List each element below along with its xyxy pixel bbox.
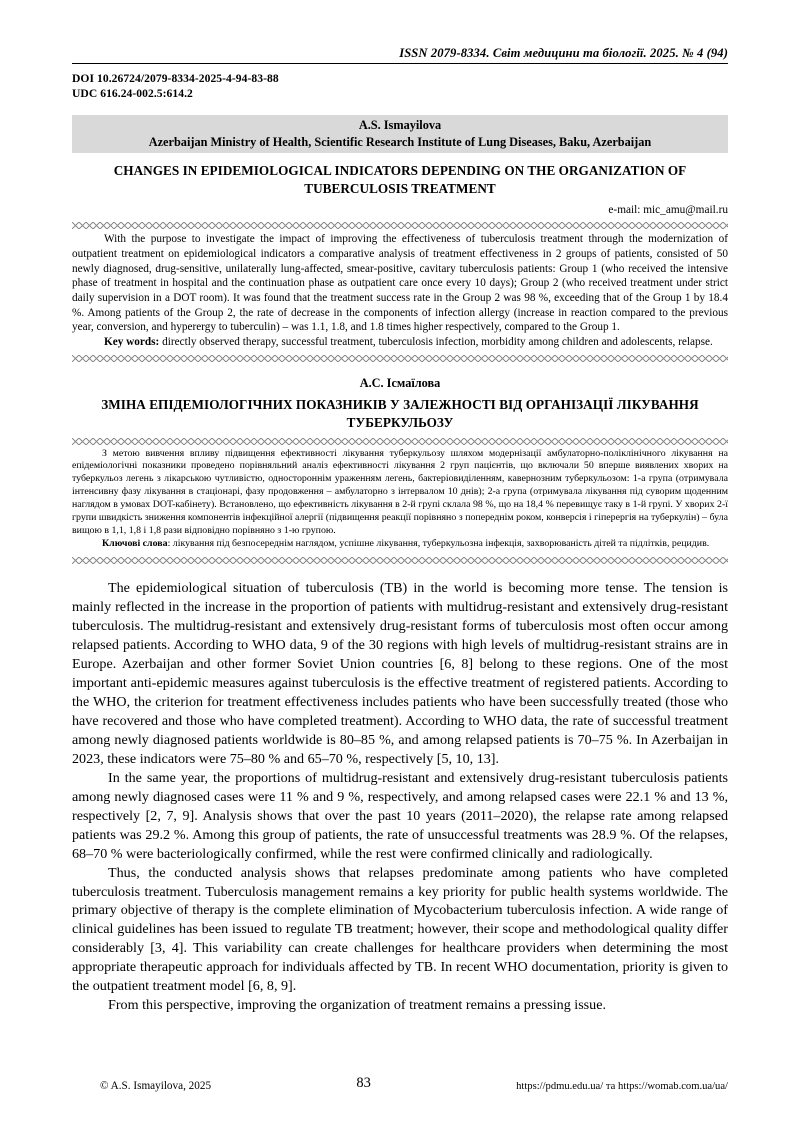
author-affiliation-block: [72, 115, 728, 153]
abstract-en: [72, 232, 728, 349]
abstract-ua-text: З метою вивчення впливу підвищення ефективності лікування туберкульозу шляхом модернізації амбулаторно-поліклінічного лікування на епідеміологічні показники проведено порівняльний аналіз ефективності лікування 2 груп пацієнтів, що включали 50 вперше виявлених хворих на туберкульоз легень з лікарською чутливістю, одностороннім ураженням легень, бактеріовиділенням, кавернозним туберкульозом: 1-а група (отримувала інтенсивну фазу лікування в стаціонарі, фазу продовження – амбулаторно з інтервалом 10 днів); 2-а група (отримувала лікування під суворим щоденним наглядом в умовах DOT-кабінету). Встановлено, що ефективність лікування в 2-й групі склала 98 %, що на 18,4 % перевищує таку в 1-й групі. У хворих 2-ї групи швидкість зниження компонентів інфекційної алергії (підвищення реакції порівняно з попереднім роком, конверсія і гіперергія на туберкулін) – була вищою в 1,1, 1,8 і 1,8 рази відповідно порівняно з 1-ю групою.: [72, 447, 728, 537]
abstract-ua: [72, 448, 728, 552]
copyright-notice: © A.S. Ismayilova, 2025: [100, 1080, 212, 1092]
keywords-text-en: directly observed therapy, successful treatment, tuberculosis infection, morbidity among children and adolescents, relapse.: [159, 335, 713, 348]
zigzag-separator-top: [72, 222, 728, 229]
body-paragraph: From this perspective, improving the organization of treatment remains a pressing issue.: [108, 997, 606, 1014]
body-paragraph: The epidemiological situation of tuberculosis (TB) in the world is becoming more tense. The tension is mainly reflected in the increase in the proportion of patients with multidrug-resistant and extensively drug-resistant tuberculosis. The multidrug-resistant and extensively drug-resistant forms of tuberculosis most often occur among relapsed patients. According to WHO data, 9 of the 30 regions with high levels of multidrug-resistant strains are in Europe. Azerbaijan and other former Soviet Union countries [6, 8] belong to these regions. One of the most important anti-epidemic measures against tuberculosis is the effective treatment of registered patients. According to the WHO, the criterion for treatment effectiveness includes patients who have been successfully treated (those who have recovered and those who have completed treatment). According to WHO data, the rate of successful treatment among newly diagnosed patients worldwide is 80–85 %, and among relapsed patients is 70–75 %. In Azerbaijan in 2023, these indicators were 75–80 % and 65–70 %, respectively [5, 10, 13].: [72, 580, 728, 767]
zigzag-separator-after-en-abstract: [72, 355, 728, 362]
zigzag-separator-before-ua-abstract: [72, 438, 728, 445]
article-title-en: CHANGES IN EPIDEMIOLOGICAL INDICATORS DEPENDING ON THE ORGANIZATION OF TUBERCULOSIS TREATMENT: [113, 163, 687, 196]
body-paragraph: Thus, the conducted analysis shows that relapses predominate among patients who have completed tuberculosis treatment. Tuberculosis management remains a key priority for public health systems worldwide. The primary objective of therapy is the complete elimination of Mycobacterium tuberculosis infection. A wide range of clinical guidelines has been issued to regulate TB treatment; however, their scope and methodological quality differ considerably [3, 4]. This variability can create challenges for healthcare providers when determining the most appropriate therapeutic approach for individuals affected by TB. In recent WHO documentation, priority is given to the outpatient treatment model [6, 8, 9].: [72, 864, 728, 995]
abstract-en-text: With the purpose to investigate the impact of improving the effectiveness of tuberculosis treatment through the modernization of outpatient treatment on epidemiological indicators a comparative analysis of treatment effectiveness in 2 groups of patients, consisted of 50 newly diagnosed, drug-sensitive, unilaterally lung-affected, smear-positive, cavitary tuberculosis patients: Group 1 (who received the intensive phase of treatment in hospital and the continuation phase as outpatient care once every 10 days); Group 2 (who received treatment under strict daily supervision in a DOT room). It was found that the treatment success rate in the Group 2 was 98 %, exceeding that of the Group 1 by 18.4 %. Among patients of the Group 2, the rate of decrease in the components of infection allergy (increase in reaction compared to the previous year, conversion, and hyperergy to tuberculin) – was 1.1, 1.8, and 1.8 times higher respectively, compared to the Group 1.: [72, 233, 728, 334]
article-title-ua: ЗМІНА ЕПІДЕМІОЛОГІЧНИХ ПОКАЗНИКІВ У ЗАЛЕЖНОСТІ ВІД ОРГАНІЗАЦІЇ ЛІКУВАННЯ ТУБЕРКУЛЬОЗУ: [101, 397, 699, 430]
header-divider: [72, 63, 728, 64]
identifier-block: [72, 72, 728, 102]
page-footer: [72, 1066, 728, 1092]
keywords-label-en: Key words:: [104, 335, 160, 348]
article-body: [72, 579, 728, 1015]
journal-urls: https://pdmu.edu.ua/ та https://womab.com.ua/ua/: [516, 1081, 728, 1092]
keywords-text-ua: : лікування під безпосереднім наглядом, успішне лікування, туберкульозна інфекція, захворюваність дітей та підлітків, рецидив.: [167, 538, 710, 550]
keywords-label-ua: Ключові слова: [102, 538, 168, 550]
author-email: e-mail: mic_amu@mail.ru: [608, 204, 728, 217]
author-affiliation-en: Azerbaijan Ministry of Health, Scientific Research Institute of Lung Diseases, Baku, Azerbaijan: [148, 134, 652, 149]
zigzag-separator-bottom: [72, 557, 728, 564]
footer-row: [72, 1066, 728, 1092]
doi-line: DOI 10.26724/2079-8334-2025-4-94-83-88: [72, 72, 279, 86]
author-name-ua: А.С. Ісмаїлова: [359, 376, 441, 391]
author-name-en: A.S. Ismayilova: [358, 118, 442, 133]
abstract-ua-keywords: [72, 538, 728, 551]
udc-line: UDC 616.24-002.5:614.2: [72, 87, 193, 101]
body-paragraph: In the same year, the proportions of multidrug-resistant and extensively drug-resistant tuberculosis patients among newly diagnosed cases were 11 % and 9 %, respectively, and among relapsed cases were 22.1 % and 13 %, respectively [2, 7, 9]. Analysis shows that over the past 10 years (2011–2020), the relapse rate among relapsed patients was 29.2 %. Among this group of patients, the rate of unsuccessful treatments was 28.9 %. Of the relapses, 68–70 % were bacteriologically confirmed, while the rest were confirmed clinically and radiologically.: [72, 769, 728, 862]
running-head: ISSN 2079-8334. Світ медицини та біології. 2025. № 4 (94): [399, 46, 728, 60]
abstract-en-keywords: [72, 335, 728, 350]
page-number: 83: [356, 1075, 371, 1091]
